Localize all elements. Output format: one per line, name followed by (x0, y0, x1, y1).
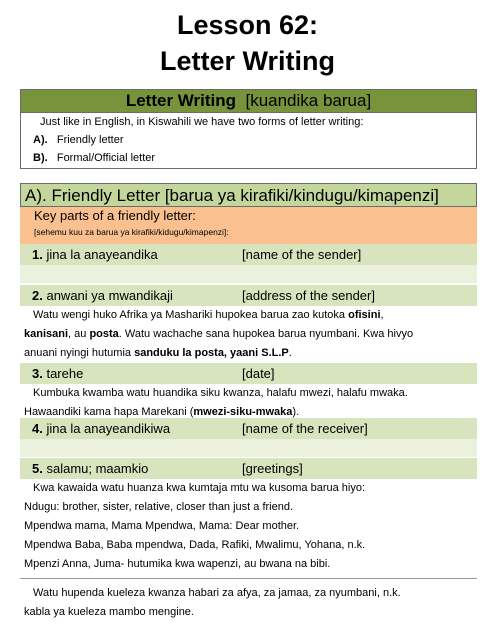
page-title-line2: Letter Writing (160, 46, 335, 76)
section-heading-text: A). Friendly Letter [barua ya kirafiki/kindugu/kimapenzi] (25, 186, 439, 205)
p5-line-5: Mpenzi Anna, Juma- hutumika kwa wapenzi, au bwana na bibi. (24, 558, 331, 570)
part-2-sw: anwani ya mwandikaji (46, 288, 173, 303)
p2-period: . (288, 347, 292, 359)
p5-line-3: Mpendwa mama, Mama Mpendwa, Mama: Dear mother. (24, 520, 300, 532)
part-4-num: 4. (32, 421, 43, 436)
page-title-line1: Lesson 62: (176, 10, 319, 40)
p3-line-1: Kumbuka kwamba watu huandika siku kwanza, halafu mwezi, halafu mwaka. (33, 387, 408, 399)
p2-bold-sanduku: sanduku la posta, yaani S.L.P (134, 347, 289, 359)
intro-text: Just like in English, in Kiswahili we have two forms of letter writing: (40, 116, 364, 128)
section-heading (20, 183, 477, 207)
part-3-num: 3. (32, 366, 43, 381)
part-row-2 (20, 285, 477, 306)
intro-item-a (21, 131, 476, 149)
p2-bold-posta: posta (89, 328, 119, 340)
part-row-4 (20, 418, 477, 439)
intro-heading-en: Letter Writing (125, 91, 237, 110)
p6-line-1: Watu hupenda kueleza kwanza habari za afya, za jamaa, za nyumbani, n.k. (33, 587, 401, 599)
part-5-num: 5. (32, 461, 43, 476)
p2-bold-kanisani: kanisani (24, 328, 69, 340)
part-4-sw: jina la anayeandikiwa (46, 421, 171, 436)
p3-close: ). (292, 406, 300, 418)
part-4-en: [name of the receiver] (242, 421, 368, 436)
part-1-en: [name of the sender] (242, 247, 362, 262)
key-parts-label: Key parts of a friendly letter: (34, 208, 196, 223)
part-5-en: [greetings] (242, 461, 303, 476)
key-parts-box (20, 207, 477, 244)
part-1-num: 1. (32, 247, 43, 262)
part-row-1 (20, 244, 477, 265)
p3-bold-format: mwezi-siku-mwaka (193, 406, 293, 418)
p6-line-2: kabla ya kueleza mambo mengine. (24, 606, 194, 618)
p5-line-1: Kwa kawaida watu huanza kwa kumtaja mtu wa kusoma barua hiyo: (33, 482, 366, 494)
p5-line-2: Ndugu: brother, sister, relative, closer than just a friend. (24, 501, 294, 513)
intro-heading (21, 90, 476, 113)
part-5-sw: salamu; maamkio (46, 461, 149, 476)
intro-box (20, 89, 477, 169)
intro-item-b-text: Formal/Official letter (56, 152, 156, 164)
part-3-paragraph (20, 384, 477, 422)
key-parts-label-sw: [sehemu kuu za barua ya kirafiki/kidugu/kimapenzi]: (34, 227, 229, 237)
p2-text-2: , au (68, 328, 90, 340)
part-4-blank (20, 439, 477, 457)
intro-item-b-marker: B). (33, 152, 48, 164)
divider (20, 578, 477, 579)
part-1-sw: jina la anayeandika (46, 247, 158, 262)
p5-line-4: Mpendwa Baba, Baba mpendwa, Dada, Rafiki, Mwalimu, Yohana, n.k. (24, 539, 366, 551)
part-5-paragraph (20, 479, 477, 574)
p2-comma: , (380, 309, 384, 321)
p3-text: Hawaandiki kama hapa Marekani ( (24, 406, 194, 418)
part-row-3 (20, 363, 477, 384)
part-6-paragraph (20, 584, 477, 622)
part-2-en: [address of the sender] (242, 288, 375, 303)
part-row-5 (20, 458, 477, 479)
p2-text: Watu wengi huko Afrika ya Mashariki hupokea barua zao kutoka (33, 309, 349, 321)
part-3-en: [date] (242, 366, 275, 381)
intro-item-a-marker: A). (33, 134, 48, 146)
part-3-sw: tarehe (46, 366, 84, 381)
part-2-num: 2. (32, 288, 43, 303)
p2-bold-ofisini: ofisini (348, 309, 381, 321)
p2-text-4: anuani nyingi hutumia (24, 347, 135, 359)
intro-item-a-text: Friendly letter (56, 134, 124, 146)
intro-heading-sw: [kuandika barua] (245, 91, 372, 110)
intro-item-b (21, 149, 476, 167)
part-2-paragraph (20, 306, 477, 363)
part-1-blank (20, 265, 477, 283)
p2-text-3: . Watu wachache sana hupokea barua nyumbani. Kwa hivyo (118, 328, 414, 340)
